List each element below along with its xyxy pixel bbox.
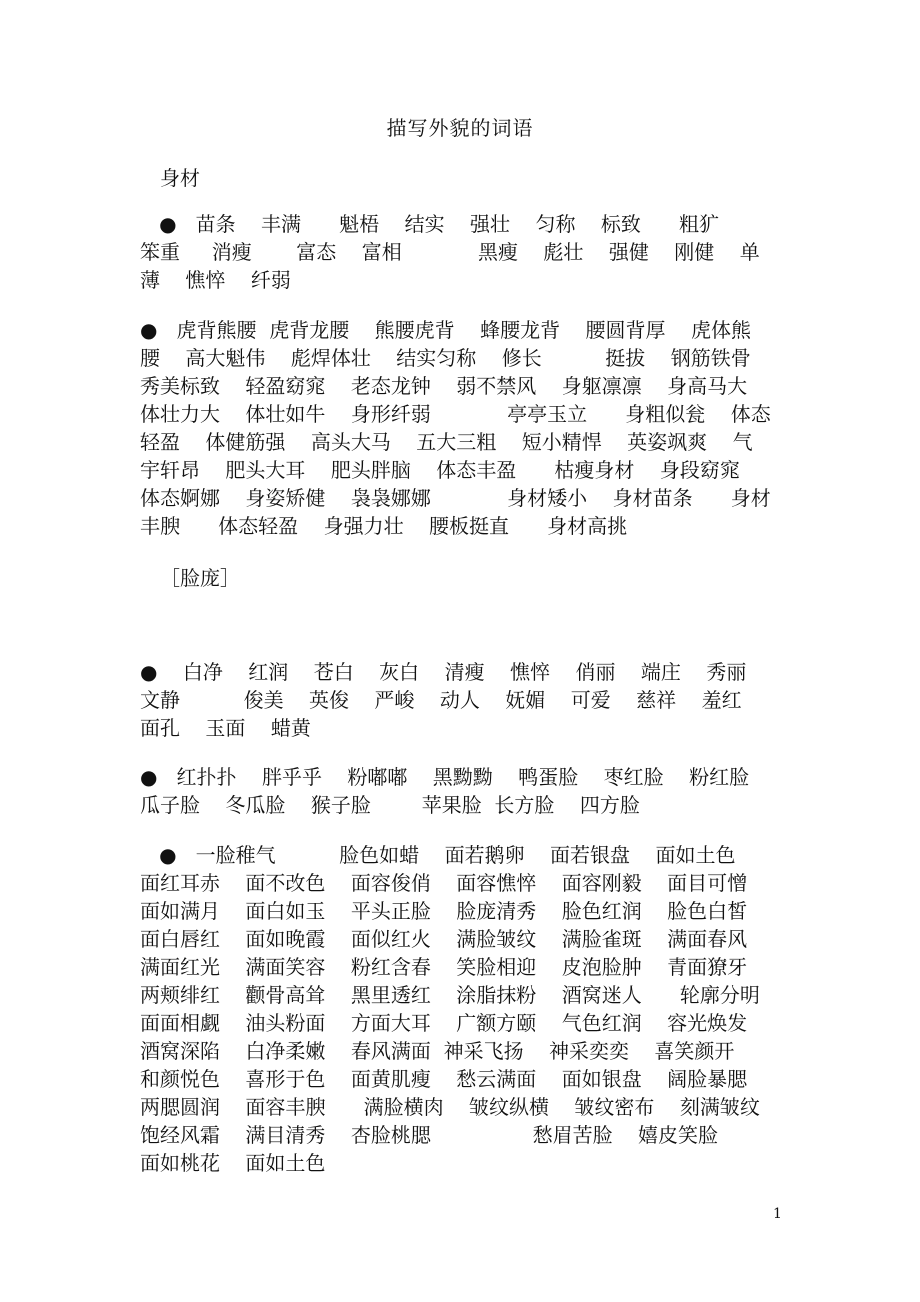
text-line: 宇轩昂 肥头大耳 肥头胖脑 体态丰盈 枯瘦身材 身段窈窕 [140,458,740,482]
text-line: 丰腴 体态轻盈 身强力壮 腰板挺直 身材高挑 [140,514,628,538]
text-line: 轻盈 体健筋强 高头大马 五大三粗 短小精悍 英姿飒爽 气 [140,430,753,454]
text-line: ● 苗条 丰满 魁梧 结实 强壮 匀称 标致 粗犷 [140,212,720,236]
text-line: 面面相觑 油头粉面 方面大耳 广额方颐 气色红润 容光焕发 [140,1011,748,1035]
face-words-paragraph-1 [140,658,800,742]
text-line: 面如满月 面白如玉 平头正脸 脸庞清秀 脸色红润 脸色白皙 [140,899,748,923]
text-line: 薄 憔悴 纤弱 [140,268,291,292]
text-line: 面如桃花 面如土色 [140,1151,326,1175]
text-line: ● 一脸稚气 脸色如蜡 面若鹅卵 面若银盘 面如土色 [140,843,736,867]
figure-words-paragraph-2 [140,316,800,540]
text-line: 满面红光 满面笑容 粉红含春 笑脸相迎 皮泡脸肿 青面獠牙 [140,955,748,979]
text-line: ● 虎背熊腰 虎背龙腰 熊腰虎背 蜂腰龙背 腰圆背厚 虎体熊 [140,318,751,342]
text-line: 两腮圆润 面容丰腴 满脸横肉 皱纹纵横 皱纹密布 刻满皱纹 [140,1095,760,1119]
text-line: 笨重 消瘦 富态 富相 黑瘦 彪壮 强健 刚健 单 [140,240,760,264]
page-title: 描写外貌的词语 [386,116,534,140]
text-line: 和颜悦色 喜形于色 面黄肌瘦 愁云满面 面如银盘 阔脸暴腮 [140,1067,748,1091]
text-line: 面孔 玉面 蜡黄 [140,716,311,740]
text-line: 秀美标致 轻盈窈窕 老态龙钟 弱不禁风 身躯凛凛 身高马大 [140,374,748,398]
section-heading-face: ［脸庞］ [160,566,240,590]
text-line: 体壮力大 体壮如牛 身形纤弱 亭亭玉立 身粗似瓮 体态 [140,402,771,426]
text-line: 文静 俊美 英俊 严峻 动人 妩媚 可爱 慈祥 羞红 [140,688,742,712]
figure-words-paragraph-1 [140,210,800,294]
text-line: 体态婀娜 身姿矫健 袅袅娜娜 身材矮小 身材苗条 身材 [140,486,771,510]
text-line: 面白唇红 面如晚霞 面似红火 满脸皱纹 满脸雀斑 满面春风 [140,927,748,951]
text-line: 面红耳赤 面不改色 面容俊俏 面容憔悴 面容刚毅 面目可憎 [140,871,748,895]
page-number: 1 [773,1206,782,1222]
section-heading-figure: 身材 [160,166,200,190]
face-words-paragraph-2 [140,763,800,819]
text-line: 酒窝深陷 白净柔嫩 春风满面 神采飞扬 神采奕奕 喜笑颜开 [140,1039,735,1063]
text-line: 两颊绯红 颧骨高耸 黑里透红 涂脂抹粉 酒窝迷人 轮廓分明 [140,983,760,1007]
text-line: 瓜子脸 冬瓜脸 猴子脸 苹果脸 长方脸 四方脸 [140,793,640,817]
face-words-paragraph-3 [140,841,800,1177]
text-line: 腰 高大魁伟 彪焊体壮 结实匀称 修长 挺拔 钢筋铁骨 [140,346,751,370]
text-line: ● 白净 红润 苍白 灰白 清瘦 憔悴 俏丽 端庄 秀丽 [140,660,747,684]
text-line: 饱经风霜 满目清秀 杏脸桃腮 愁眉苦脸 嬉皮笑脸 [140,1123,719,1147]
text-line: ● 红扑扑 胖乎乎 粉嘟嘟 黑黝黝 鸭蛋脸 枣红脸 粉红脸 [140,765,750,789]
